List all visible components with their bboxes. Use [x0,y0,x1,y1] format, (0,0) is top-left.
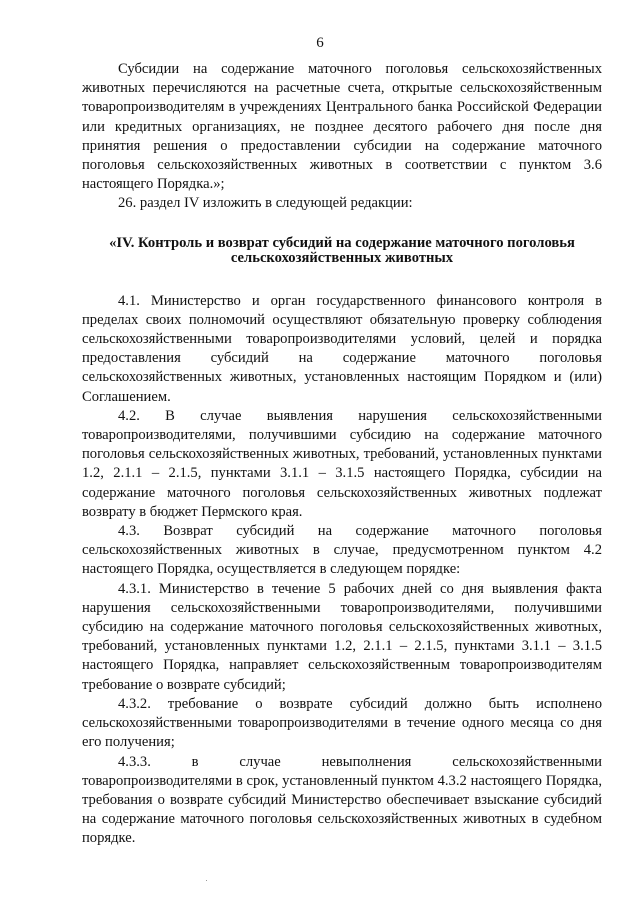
scan-speck [206,880,207,881]
page-number: 6 [316,35,324,51]
paragraph-item-26: 26. раздел IV изложить в следующей редакции: [118,195,413,212]
paragraph-subsidy-transfer: Субсидии на содержание маточного поголовья сельскохозяйственных животных перечисляются на расчетные счета, открытые сельскохозяйственным товаропроизводителям в учреждениях Центрального банка Российской Федерации или кредитных организациях, не позднее десятого рабочего дня после дня принятия решения о предоставлении субсидии на содержание маточного поголовья сельскохозяйственных животных в соответствии с пунктом 3.6 настоящего Порядка.»; [82,61,602,193]
paragraph-4-2: 4.2. В случае выявления нарушения сельскохозяйственными товаропроизводителями, получившими субсидию на содержание маточного поголовья сельскохозяйственных животных, требований, установленных пунктами 1.2, 2.1.1 – 2.1.5, пунктами 3.1.1 – 3.1.5 настоящего Порядка, субсидии на содержание маточного поголовья сельскохозяйственных животных подлежат возврату в бюджет Пермского края. [82,407,602,520]
document-body [82,60,602,849]
paragraph-4-3: 4.3. Возврат субсидий на содержание маточного поголовья сельскохозяйственных животных в случае, предусмотренном пунктом 4.2 настоящего Порядка, осуществляется в следующем порядке: [82,523,602,578]
section-heading: «IV. Контроль и возврат субсидий на содержание маточного поголовья сельскохозяйственных животных [109,234,575,266]
paragraph-4-1: 4.1. Министерство и орган государственного финансового контроля в пределах своих полномочий осуществляют обязательную проверку соблюдения сельскохозяйственными товаропроизводителями условий, целей и порядка предоставления субсидий на содержание маточного поголовья сельскохозяйственных животных, установленных настоящим Порядком и (или) Соглашением. [82,292,602,405]
paragraph-4-3-3: 4.3.3. в случае невыполнения сельскохозяйственными товаропроизводителями в срок, установленный пунктом 4.3.2 настоящего Порядка, требования о возврате субсидий Министерство обеспечивает взыскание субсидий на содержание маточного поголовья сельскохозяйственных животных в судебном порядке. [82,753,602,847]
paragraph-4-3-2: 4.3.2. требование о возврате субсидий должно быть исполнено сельскохозяйственными товаропроизводителями в течение одного месяца со дня его получения; [82,695,602,751]
paragraph-4-3-1: 4.3.1. Министерство в течение 5 рабочих дней со дня выявления факта нарушения сельскохозяйственными товаропроизводителями, получившими субсидию на содержание маточного поголовья сельскохозяйственных животных, требований, установленных пунктами 1.2, 2.1.1 – 2.1.5, пунктами 3.1.1 – 3.1.5 настоящего Порядка, направляет сельскохозяйственным товаропроизводителям требование о возврате субсидий; [82,580,602,693]
